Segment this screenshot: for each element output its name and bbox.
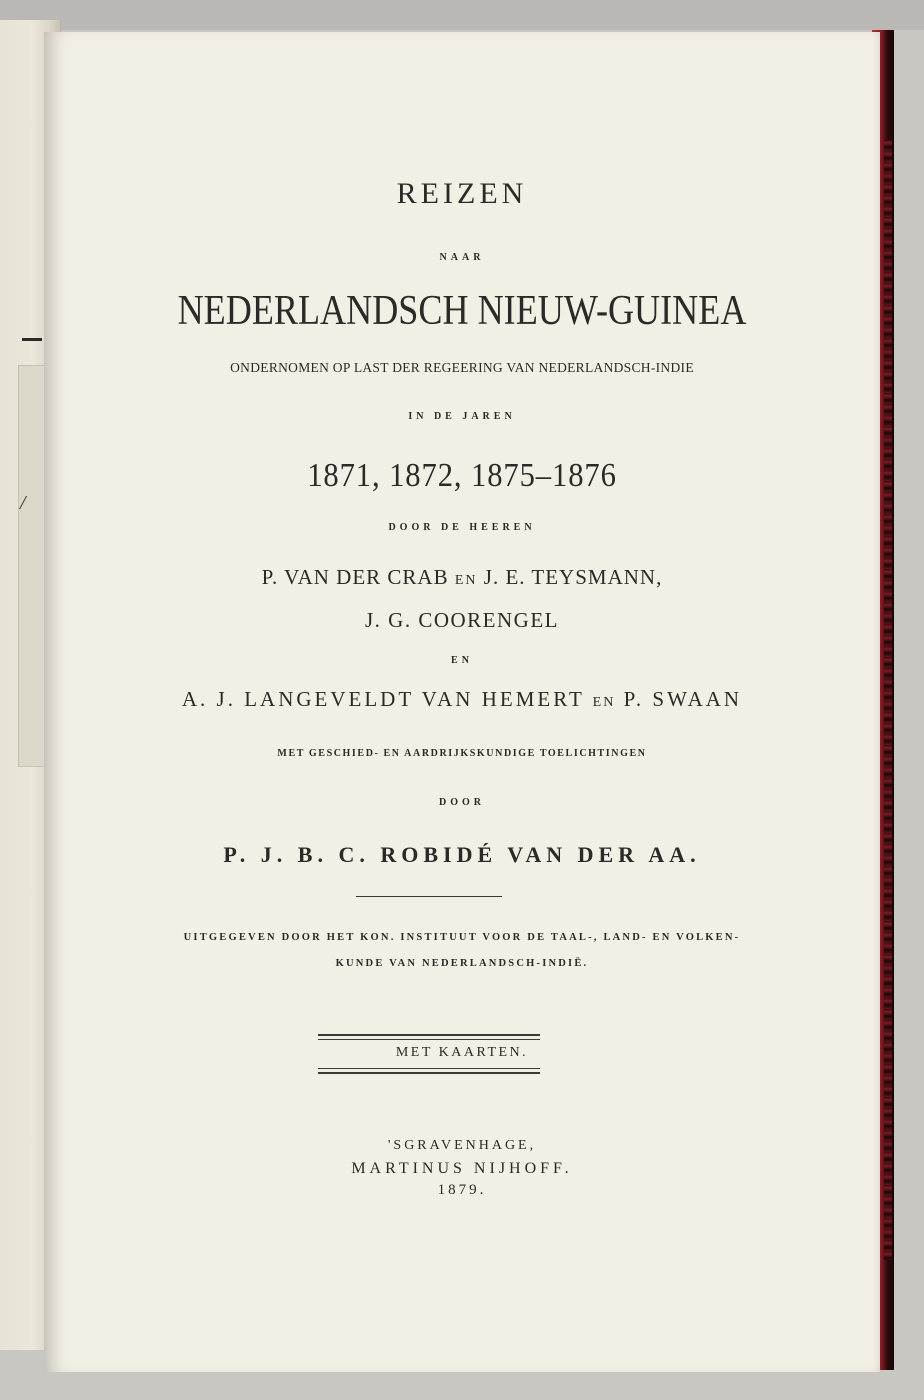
- author-teysmann: J. E. TEYSMANN,: [483, 565, 663, 589]
- author-swaan: P. SWAAN: [623, 687, 743, 711]
- conjunction-en: EN: [592, 695, 616, 710]
- met-kaarten-text: MET KAARTEN.: [395, 1045, 529, 1060]
- author-coorengel: J. G. COORENGEL: [365, 608, 559, 632]
- author-van-der-crab: P. VAN DER CRAB: [261, 565, 449, 589]
- years: 1871, 1872, 1875–1876: [307, 457, 617, 494]
- title-page: [44, 32, 880, 1372]
- divider-rule: [356, 896, 502, 897]
- imprint-place: 'SGRAVENHAGE,: [387, 1138, 537, 1153]
- author-langeveldt: A. J. LANGEVELDT VAN HEMERT: [181, 687, 585, 711]
- inserted-slip: [18, 365, 46, 767]
- authors-line-1: [44, 565, 880, 590]
- publisher-note-line-1: UITGEGEVEN DOOR HET KON. INSTITUUT VOOR DE TAAL-, LAND- EN VOLKEN-: [183, 932, 741, 943]
- margin-mark: /: [20, 492, 26, 514]
- imprint-publisher: MARTINUS NIJHOFF.: [351, 1160, 573, 1177]
- conjunction-en: EN: [454, 573, 478, 588]
- authors-line-3: [44, 687, 880, 712]
- in-de-jaren-text: IN DE JAREN: [408, 411, 516, 422]
- naar-text: NAAR: [439, 252, 485, 263]
- imprint-year: 1879.: [437, 1182, 487, 1198]
- main-title: NEDERLANDSCH NIEUW-GUINEA: [177, 288, 747, 334]
- en-text: EN: [451, 655, 473, 666]
- door-text: DOOR: [439, 797, 485, 808]
- title: REIZEN: [396, 177, 528, 210]
- marbled-cover: [884, 140, 892, 1260]
- commission-text: ONDERNOMEN OP LAST DER REGEERING VAN NEDERLANDSCH-INDIE: [230, 360, 694, 375]
- page-marker: [22, 338, 42, 341]
- toelichtingen-text: MET GESCHIED- EN AARDRIJKSKUNDIGE TOELICHTINGEN: [277, 748, 647, 759]
- background: [0, 0, 924, 30]
- publisher-note-line-2: KUNDE VAN NEDERLANDSCH-INDIË.: [335, 958, 589, 969]
- door-de-heeren-text: DOOR DE HEEREN: [388, 522, 536, 533]
- editor-name: P. J. B. C. ROBIDÉ VAN DER AA.: [223, 842, 701, 867]
